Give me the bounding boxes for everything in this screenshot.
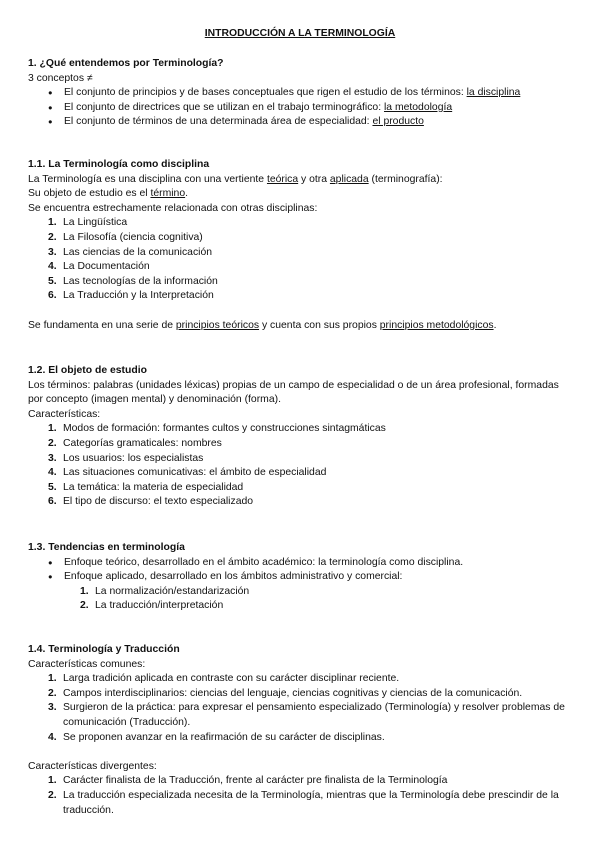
section-1-4-heading: 1.4. Terminología y Traducción [28, 644, 180, 655]
list-item: ● Enfoque aplicado, desarrollado en los ámbitos administrativo y comercial: [48, 570, 576, 585]
section-1-3-heading: 1.3. Tendencias en terminología [28, 542, 185, 553]
section-1-2 [28, 364, 576, 510]
common-characteristics-list [28, 672, 576, 745]
disciplines-list [28, 216, 576, 304]
list-item: 3. Los usuarios: los especialistas [48, 452, 204, 464]
list-item: 4. La Documentación [48, 261, 150, 273]
paragraph: Se fundamenta en una serie de principios teóricos y cuenta con sus propios principios metodológicos. [28, 319, 497, 331]
section-1-intro: 3 conceptos ≠ [28, 72, 93, 84]
list-item: ● Enfoque teórico, desarrollado en el ámbito académico: la terminología como disciplina. [48, 556, 576, 571]
section-1-4 [28, 643, 576, 818]
list-item: 2. La Filosofía (ciencia cognitiva) [48, 231, 203, 243]
paragraph: Características: [28, 408, 101, 420]
list-item: 3. Las ciencias de la comunicación [48, 246, 213, 258]
characteristics-list [28, 422, 576, 510]
paragraph: Se encuentra estrechamente relacionada con otras disciplinas: [28, 202, 318, 214]
concepts-list [28, 86, 576, 130]
section-1-3 [28, 541, 576, 614]
list-item: 3. Surgieron de la práctica: para expresar el pensamiento especializado (Terminología) y resolver problemas de comunicación (Traducción). [48, 702, 565, 728]
list-item: 4. Se proponen avanzar en la reafirmación de su carácter de disciplinas. [48, 731, 385, 743]
list-item: 2. La traducción/interpretación [80, 600, 224, 612]
section-1-heading: 1. ¿Qué entendemos por Terminología? [28, 58, 224, 69]
applied-sublist [28, 585, 576, 614]
section-1-1-heading: 1.1. La Terminología como disciplina [28, 159, 210, 170]
paragraph: Características comunes: [28, 658, 146, 670]
list-item: 1. La Lingüística [48, 217, 128, 229]
list-item: 1. Modos de formación: formantes cultos y construcciones sintagmáticas [48, 423, 386, 435]
tendencies-list [28, 556, 576, 585]
document-title: INTRODUCCIÓN A LA TERMINOLOGÍA [204, 28, 396, 39]
list-item: 5. La temática: la materia de especialidad [48, 481, 244, 493]
section-1 [28, 57, 576, 130]
list-item: 2. Categorías gramaticales: nombres [48, 437, 222, 449]
list-item: 2. Campos interdisciplinarios: ciencias del lenguaje, ciencias cognitivas y ciencias de la comunicación. [48, 687, 523, 699]
list-item: 4. Las situaciones comunicativas: el ámbito de especialidad [48, 467, 327, 479]
list-item: ● El conjunto de términos de una determinada área de especialidad: el producto [48, 115, 576, 130]
paragraph: Su objeto de estudio es el término. [28, 188, 189, 200]
list-item: 1. La normalización/estandarización [80, 585, 250, 597]
list-item: 5. Las tecnologías de la información [48, 275, 218, 287]
paragraph: La Terminología es una disciplina con una vertiente teórica y otra aplicada (terminografía): [28, 173, 443, 185]
divergent-characteristics-list [28, 774, 576, 818]
paragraph: Características divergentes: [28, 760, 157, 772]
paragraph: Los términos: palabras (unidades léxicas) propias de un campo de especialidad o de un área profesional, formadas por concepto (imagen mental) y denominación (forma). [28, 379, 559, 406]
list-item: 1. Larga tradición aplicada en contraste con su carácter disciplinar reciente. [48, 673, 400, 685]
list-item: ● El conjunto de directrices que se utilizan en el trabajo terminográfico: la metodología [48, 101, 576, 116]
list-item: 1. Carácter finalista de la Traducción, frente al carácter pre finalista de la Terminología [48, 775, 448, 787]
list-item: 6. La Traducción y la Interpretación [48, 290, 214, 302]
section-1-2-heading: 1.2. El objeto de estudio [28, 365, 147, 376]
list-item: 6. El tipo de discurso: el texto especializado [48, 496, 254, 508]
section-1-1 [28, 158, 576, 333]
list-item: ● El conjunto de principios y de bases conceptuales que rigen el estudio de los términos: la disciplina [48, 86, 576, 101]
list-item: 2. La traducción especializada necesita de la Terminología, mientras que la Terminología debe prescindir de la traducción. [48, 789, 559, 816]
